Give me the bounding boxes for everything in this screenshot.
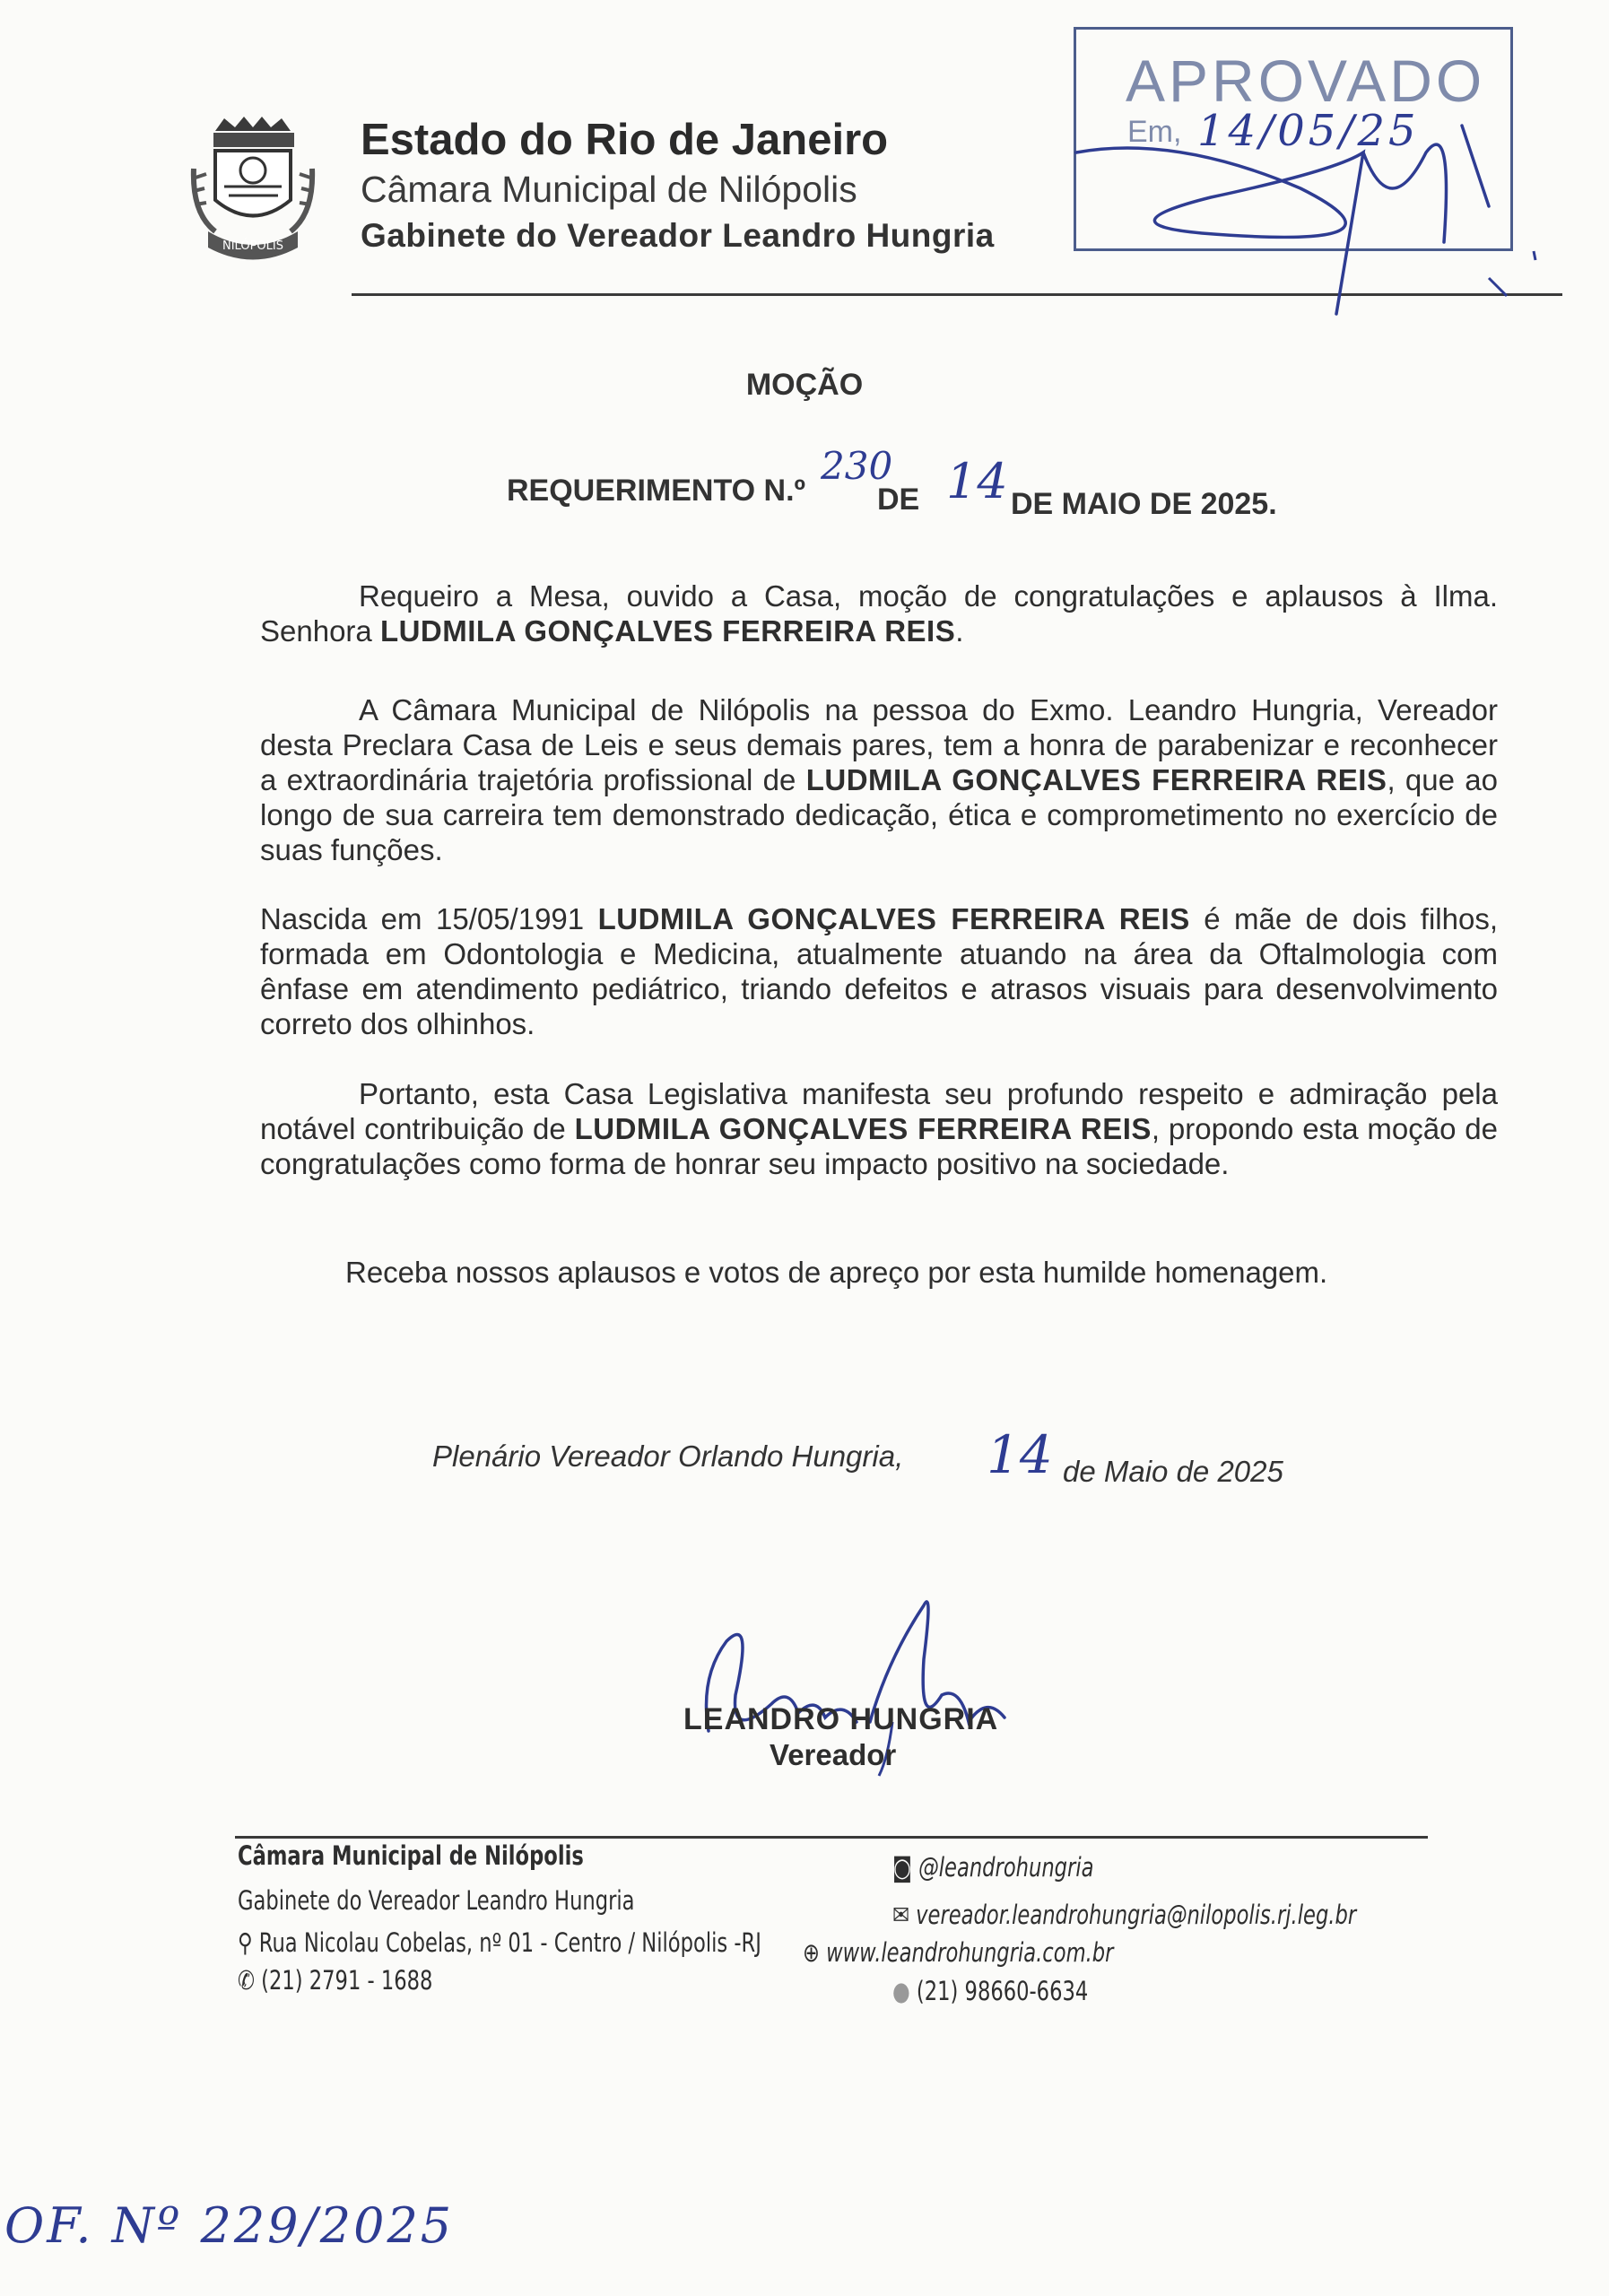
stamp-em-label: Em, <box>1127 115 1182 149</box>
location-pin-icon: ⚲ <box>238 1927 253 1958</box>
requirement-prefix: REQUERIMENTO N.º <box>507 474 805 508</box>
whatsapp-icon: ● <box>892 1976 910 2006</box>
honoree-name: LUDMILA GONÇALVES FERREIRA REIS <box>574 1112 1152 1145</box>
requirement-date-suffix: DE MAIO DE 2025. <box>1011 487 1277 521</box>
handwritten-office-number: OF. Nº 229/2025 <box>4 2197 455 2254</box>
signoff-day-handwritten: 14 <box>987 1424 1053 1485</box>
requirement-de: DE <box>877 483 920 517</box>
footer-chamber: Câmara Municipal de Nilópolis <box>238 1840 584 1871</box>
paragraph-2: A Câmara Municipal de Nilópolis na pessoa do Exmo. Leandro Hungria, Vereador desta Preclara Casa de Leis e seus demais pares, tem a honra de parabenizar e reconhecer a extraordinária trajetória profissional de LUDMILA GONÇALVES FERREIRA REIS, que ao longo de sua carreira tem demonstrado dedicação, ética e comprometimento no exercício de suas funções. <box>260 693 1498 866</box>
signer-name: LEANDRO HUNGRIA <box>683 1702 999 1736</box>
globe-icon: ⊕ <box>803 1937 820 1968</box>
honoree-name: LUDMILA GONÇALVES FERREIRA REIS <box>379 614 956 648</box>
paragraph-1: Requeiro a Mesa, ouvido a Casa, moção de congratulações e aplausos à Ilma. Senhora LUDMILA GONÇALVES FERREIRA REIS. <box>260 579 1498 648</box>
paragraph-4: Portanto, esta Casa Legislativa manifesta seu profundo respeito e admiração pela notável contribuição de LUDMILA GONÇALVES FERREIRA REIS, propondo esta moção de congratulações como forma de honrar seu impacto positivo na sociedade. <box>260 1077 1499 1180</box>
stamp-label: APROVADO <box>1126 48 1486 114</box>
paragraph-3: Nascida em 15/05/1991 LUDMILA GONÇALVES FERREIRA REIS é mãe de dois filhos, formada em Odontologia e Medicina, atualmente atuando na área da Oftalmologia com ênfase em atendimento pediátrico, triando defeitos e atrasos visuais para desenvolvimento correto dos olhinhos. <box>260 902 1499 1040</box>
requirement-day-handwritten: 14 <box>946 453 1008 509</box>
stamp-signature <box>1067 99 1587 323</box>
header-state: Estado do Rio de Janeiro <box>361 116 889 164</box>
footer-whatsapp: ● (21) 98660-6634 <box>892 1976 1089 2006</box>
requirement-number-handwritten: 230 <box>821 444 893 488</box>
stamp-handwritten-date: 14/05/25 <box>1197 106 1420 156</box>
signoff-month-year: de Maio de 2025 <box>1063 1455 1283 1488</box>
footer-website: ⊕ www.leandrohungria.com.br <box>803 1937 1114 1968</box>
municipal-crest-logo <box>188 115 318 263</box>
header-chamber: Câmara Municipal de Nilópolis <box>361 169 857 210</box>
phone-icon: ✆ <box>238 1965 255 1996</box>
closing-sentence: Receba nossos aplausos e votos de apreço por esta humilde homenagem. <box>345 1256 1328 1289</box>
document-title: MOÇÃO <box>745 368 864 402</box>
footer-divider <box>235 1836 1428 1839</box>
honoree-name: LUDMILA GONÇALVES FERREIRA REIS <box>597 902 1190 935</box>
envelope-icon: ✉ <box>892 1900 909 1930</box>
footer-instagram: ◙ @leandrohungria <box>892 1852 1094 1883</box>
footer-address: ⚲ Rua Nicolau Cobelas, nº 01 - Centro / Nilópolis -RJ <box>238 1927 761 1958</box>
header-office: Gabinete do Vereador Leandro Hungria <box>361 217 995 254</box>
honoree-name: LUDMILA GONÇALVES FERREIRA REIS <box>805 763 1387 796</box>
footer-office: Gabinete do Vereador Leandro Hungria <box>238 1885 635 1916</box>
svg-text:NILÓPOLIS: NILÓPOLIS <box>222 239 283 253</box>
signer-role: Vereador <box>770 1738 897 1771</box>
footer-email: ✉ vereador.leandrohungria@nilopolis.rj.leg.br <box>892 1900 1357 1930</box>
signoff-place: Plenário Vereador Orlando Hungria, <box>432 1439 904 1473</box>
camera-icon: ◙ <box>892 1852 912 1883</box>
footer-phone: ✆ (21) 2791 - 1688 <box>238 1965 433 1996</box>
